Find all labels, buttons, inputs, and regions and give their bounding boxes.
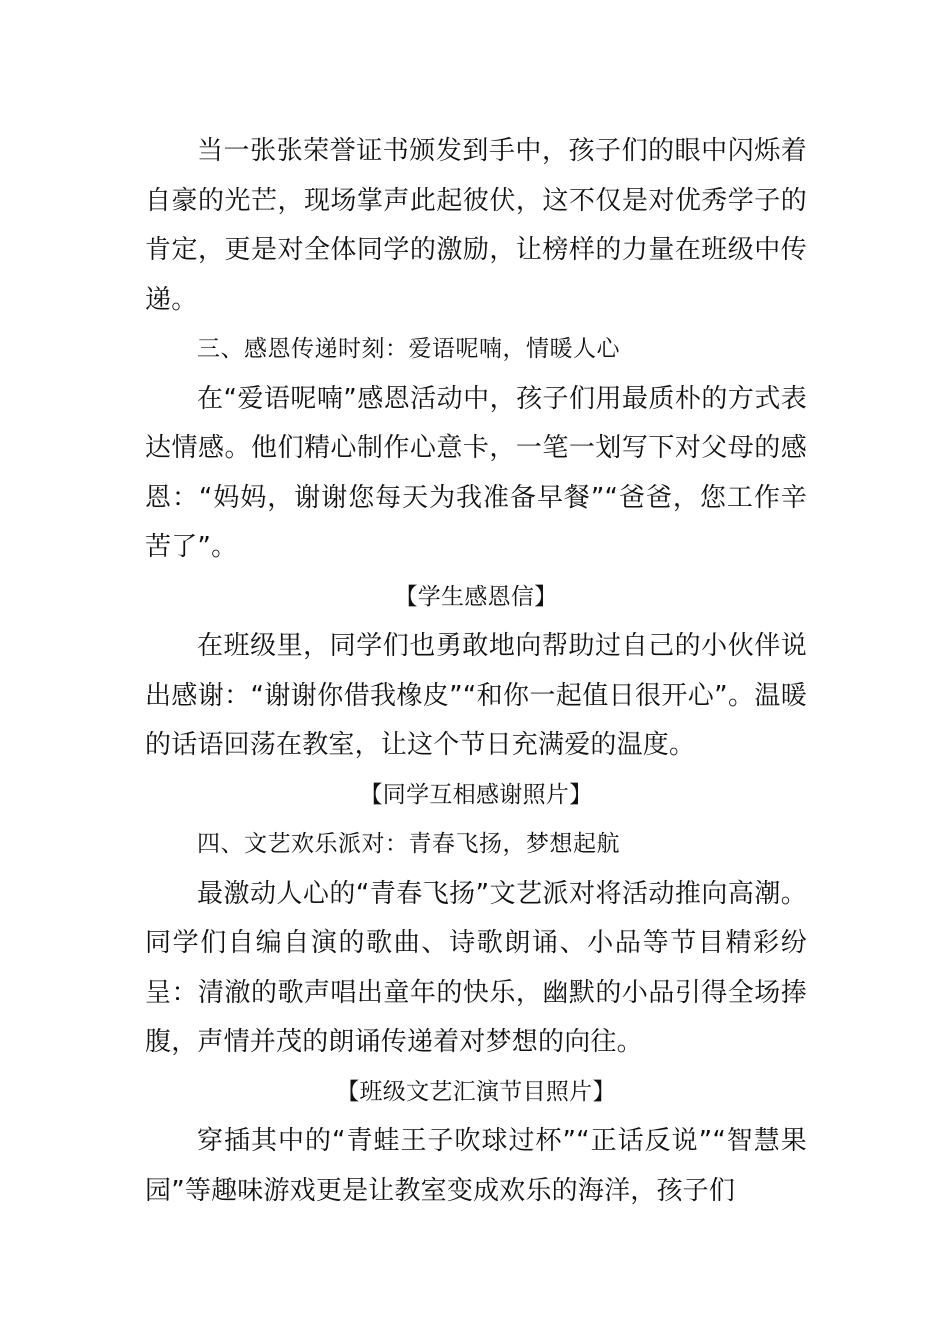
paragraph-classmate-thanks: 在班级里，同学们也勇敢地向帮助过自己的小伙伴说出感谢：“谢谢你借我橡皮”“和你一起值日很开心”。温暖的话语回荡在教室，让这个节日充满爱的温度。 — [145, 631, 807, 760]
caption-student-gratitude-letter: 【学生感恩信】 — [394, 583, 558, 610]
paragraph-gratitude-activity: 在“爱语呢喃”感恩活动中，孩子们用最质朴的方式表达情感。他们精心制作心意卡，一笔一划写下对父母的感恩：“妈妈，谢谢您每天为我准备早餐”“爸爸，您工作辛苦了”。 — [145, 383, 807, 562]
caption-mutual-thanks-photos: 【同学互相感谢照片】 — [359, 781, 593, 808]
caption-class-performance-photos: 【班级文艺汇演节目照片】 — [336, 1078, 616, 1105]
section-heading-3: 三、感恩传递时刻：爱语呢喃，情暖人心 — [197, 336, 620, 362]
paragraph-honor-certificates: 当一张张荣誉证书颁发到手中，孩子们的眼中闪烁着自豪的光芒，现场掌声此起彼伏，这不仅是对优秀学子的肯定，更是对全体同学的激励，让榜样的力量在班级中传递。 — [145, 136, 807, 315]
section-heading-4: 四、文艺欢乐派对：青春飞扬，梦想起航 — [197, 831, 620, 857]
paragraph-art-party: 最激动人心的“青春飞扬”文艺派对将活动推向高潮。同学们自编自演的歌曲、诗歌朗诵、小品等节目精彩纷呈：清澈的歌声唱出童年的快乐，幽默的小品引得全场捧腹，声情并茂的朗诵传递着对梦想的向往。 — [145, 878, 807, 1057]
paragraph-fun-games: 穿插其中的“青蛙王子吹球过杯”“正话反说”“智慧果园”等趣味游戏更是让教室变成欢乐的海洋，孩子们 — [145, 1126, 807, 1206]
document-body — [145, 127, 807, 1216]
